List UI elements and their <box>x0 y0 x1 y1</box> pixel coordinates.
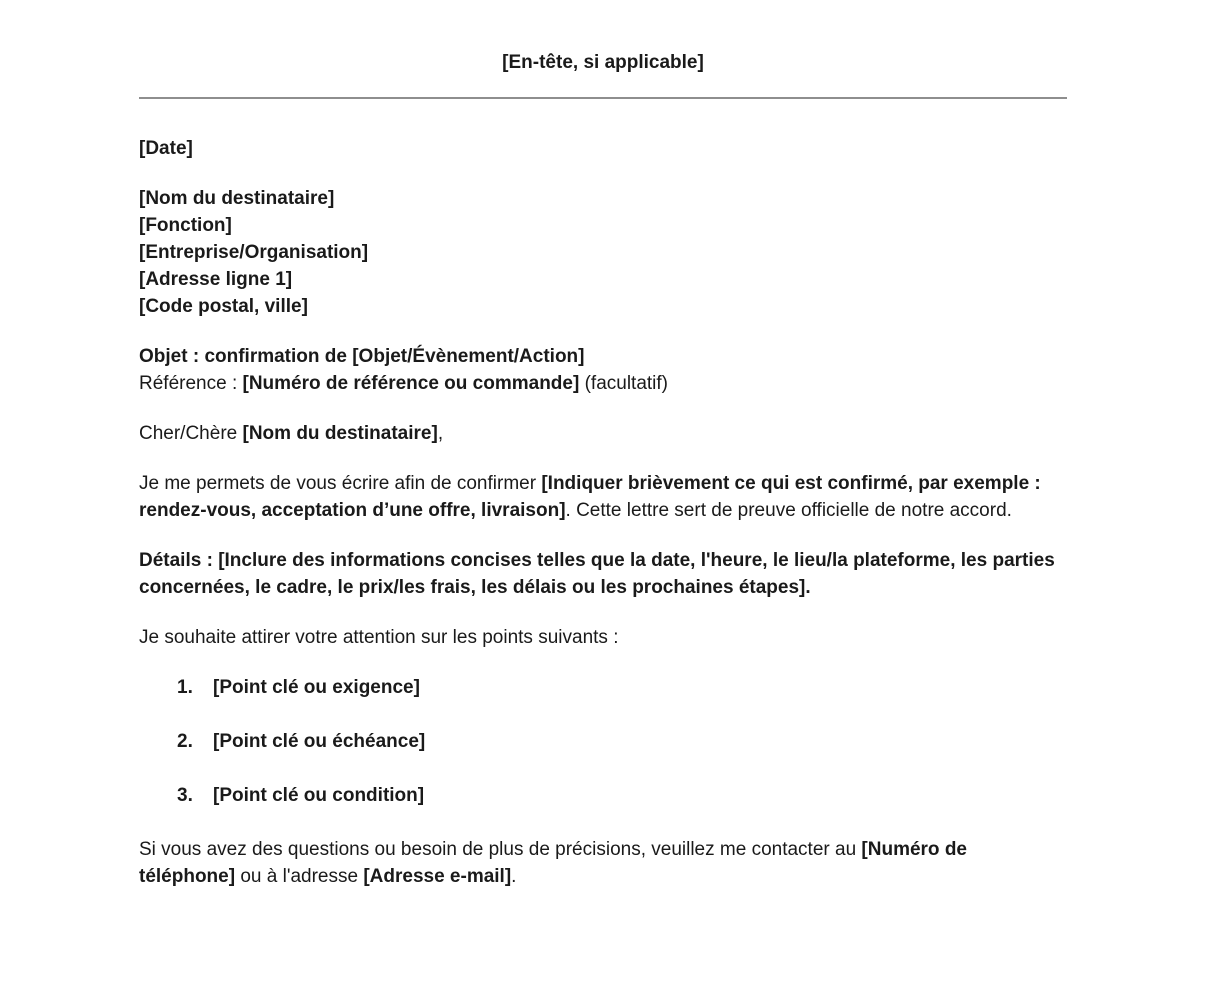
reference-placeholder: [Numéro de référence ou commande] <box>242 373 580 394</box>
list-item-number: 2. <box>177 731 193 752</box>
salutation-line <box>139 420 1067 447</box>
salutation-name-placeholder: [Nom du destinataire] <box>242 423 438 444</box>
intro-prefix: Je me permets de vous écrire afin de confirmer <box>139 473 542 494</box>
intro-placeholder: [Indiquer brièvement ce qui est confirmé, par exemple : rendez-vous, acceptation d’une offre, livraison] <box>139 473 1041 521</box>
recipient-block <box>139 185 1067 320</box>
recipient-city-line: [Code postal, ville] <box>139 296 308 317</box>
salutation-suffix: , <box>437 423 444 444</box>
intro-paragraph <box>139 470 1067 524</box>
letter-document <box>139 0 1067 890</box>
list-item <box>139 674 1067 701</box>
closing-part1: Si vous avez des questions ou besoin de plus de précisions, veuillez me contacter au <box>139 839 862 860</box>
reference-suffix: (facultatif) <box>579 373 669 394</box>
list-item-text: [Point clé ou échéance] <box>213 731 426 752</box>
recipient-address-line: [Adresse ligne 1] <box>139 269 293 290</box>
date-line: [Date] <box>139 138 193 159</box>
email-placeholder: [Adresse e-mail] <box>363 866 512 887</box>
list-item-text: [Point clé ou exigence] <box>213 677 420 698</box>
closing-paragraph <box>139 836 1067 890</box>
recipient-name-line: [Nom du destinataire] <box>139 188 335 209</box>
intro-suffix: . Cette lettre sert de preuve officielle de notre accord. <box>565 500 1012 521</box>
key-points-list <box>139 674 1067 809</box>
list-item-number: 3. <box>177 785 193 806</box>
list-item <box>139 782 1067 809</box>
header-divider <box>139 97 1067 99</box>
letter-header-title: [En-tête, si applicable] <box>502 52 704 73</box>
closing-suffix: . <box>511 866 517 887</box>
subject-reference-block <box>139 343 1067 397</box>
reference-prefix: Référence : <box>139 373 243 394</box>
recipient-company-line: [Entreprise/Organisation] <box>139 242 369 263</box>
salutation-prefix: Cher/Chère <box>139 423 243 444</box>
subject-line: Objet : confirmation de [Objet/Évènement/Action] <box>139 346 585 367</box>
closing-part2: ou à l'adresse <box>235 866 364 887</box>
list-item-number: 1. <box>177 677 193 698</box>
list-item <box>139 728 1067 755</box>
list-item-text: [Point clé ou condition] <box>213 785 425 806</box>
phone-placeholder: [Numéro de téléphone] <box>139 839 967 887</box>
recipient-role-line: [Fonction] <box>139 215 232 236</box>
points-intro-line: Je souhaite attirer votre attention sur les points suivants : <box>139 627 619 648</box>
details-paragraph: Détails : [Inclure des informations concises telles que la date, l'heure, le lieu/la plateforme, les parties concernées, le cadre, le prix/les frais, les délais ou les prochaines étapes]. <box>139 550 1055 598</box>
